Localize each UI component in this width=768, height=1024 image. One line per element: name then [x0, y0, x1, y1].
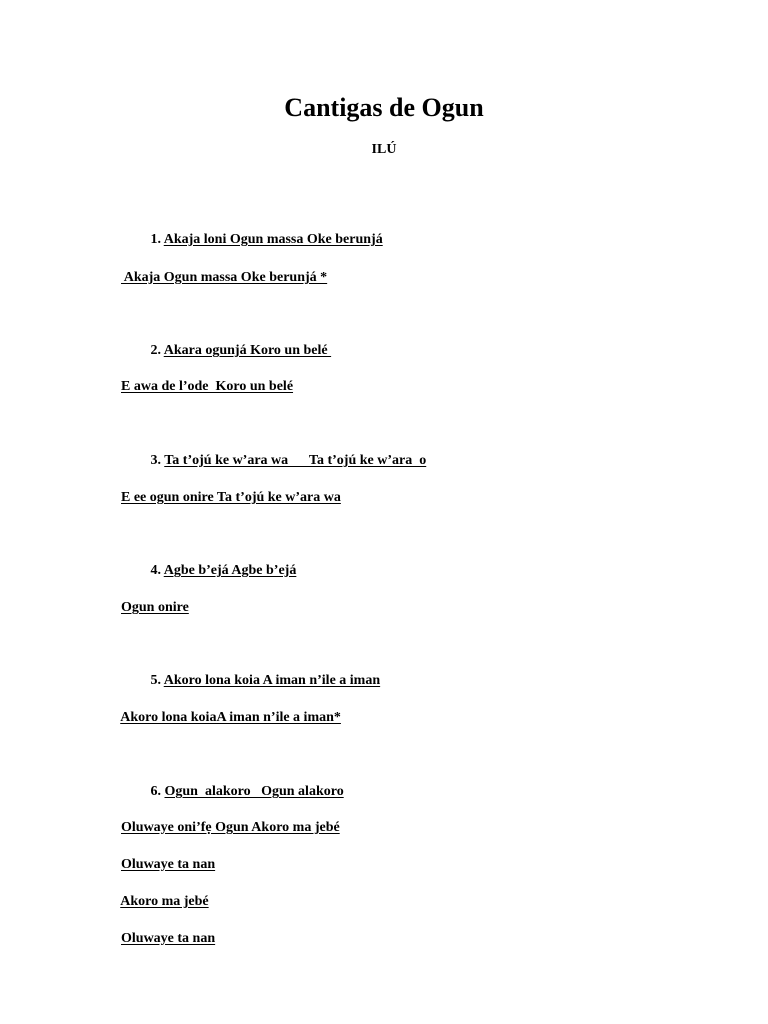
song-2-number: 2. [150, 343, 161, 358]
song-6-line-1: Oluwaye oni’fẹ Ogun Akoro ma jebé [121, 820, 340, 835]
song-4-number: 4. [150, 563, 161, 578]
song-3-number: 3. [150, 453, 161, 468]
song-5-line-1: Akoro lona koiaA iman n’ile a iman* [120, 710, 341, 725]
song-6-line-2: Oluwaye ta nan [121, 857, 216, 872]
song-1-first-text: Akaja loni Ogun massa Oke berunjá [163, 232, 383, 247]
song-1-number: 1. [150, 232, 161, 247]
song-5-number: 5. [150, 673, 161, 688]
song-6-first-text: Ogun alakoro Ogun alakoro [164, 784, 344, 799]
song-1-line-1: Akaja Ogun massa Oke berunjá * [121, 270, 328, 285]
song-3-line-1: E ee ogun onire Ta t’ojú ke w’ara wa [121, 490, 341, 505]
song-2-first-text: Akara ogunjá Koro un belé [163, 343, 332, 358]
song-2-line-1: E awa de l’ode Koro un belé [121, 379, 294, 394]
song-4-line-1: Ogun onire [121, 600, 189, 615]
song-6-number: 6. [150, 784, 161, 799]
song-5-first-text: Akoro lona koia A iman n’ile a iman [163, 673, 381, 688]
document-title: Cantigas de Ogun [284, 93, 484, 122]
song-3-first-text: Ta t’ojú ke w’ara wa Ta t’ojú ke w’ara o [164, 453, 427, 468]
song-4-first-text: Agbe b’ejá Agbe b’ejá [163, 563, 297, 578]
song-6-line-3: Akoro ma jebé [120, 894, 209, 909]
document-subtitle: ILÚ [371, 142, 397, 157]
song-6-line-4: Oluwaye ta nan [121, 931, 216, 946]
